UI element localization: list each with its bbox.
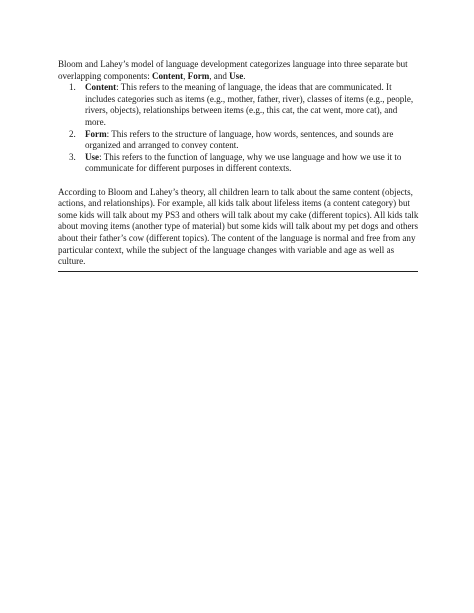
theory-paragraph: According to Bloom and Lahey’s theory, all children learn to talk about the same content (objects, actions, and relationships). For example, all kids talk about lifeless items (a content category) but some kids will talk about my PS3 and others will talk about my cake (different topics). All kids talk about moving items (another type of material) but some kids will talk about my pet dogs and others about their father’s cow (different topics). The content of the language is normal and free from any particular context, while the subject of the language changes with variable and age as well as culture.	[58, 186, 419, 267]
intro-term-content: Content	[151, 70, 184, 81]
intro-separator: ,	[183, 70, 188, 81]
intro-term-form: Form	[187, 70, 210, 81]
list-text: : This refers to the function of language, why we use language and how we use it to communicate for different purposes in different contexts.	[85, 151, 402, 174]
list-term: Use	[85, 151, 100, 162]
intro-text: Bloom and Lahey’s model of language development categorizes language into three separate but overlapping components:	[58, 59, 408, 81]
list-number: 3.	[69, 151, 76, 162]
horizontal-rule	[58, 271, 418, 272]
intro-separator: , and	[209, 70, 230, 81]
list-text: : This refers to the structure of language, how words, sentences, and sounds are organized and arranged to convey content.	[85, 128, 394, 151]
list-term: Content	[85, 82, 117, 93]
list-number: 2.	[69, 128, 76, 139]
paragraph-spacer	[58, 175, 420, 187]
list-item-use	[58, 152, 420, 175]
document-body	[58, 59, 420, 268]
intro-term-use: Use	[229, 70, 244, 81]
list-item-content	[58, 82, 420, 128]
list-number: 1.	[69, 82, 76, 93]
intro-paragraph	[58, 59, 420, 82]
list-text: : This refers to the meaning of language, the ideas that are communicated. It includes categories such as items (e.g., mother, father, river), classes of items (e.g., people, rivers, objects), relationships between items (e.g., this cat, the cat went, more cat), and more.	[85, 82, 414, 127]
intro-end: .	[243, 70, 246, 81]
components-list	[58, 82, 420, 175]
list-term: Form	[85, 128, 107, 139]
list-item-form	[58, 129, 420, 152]
